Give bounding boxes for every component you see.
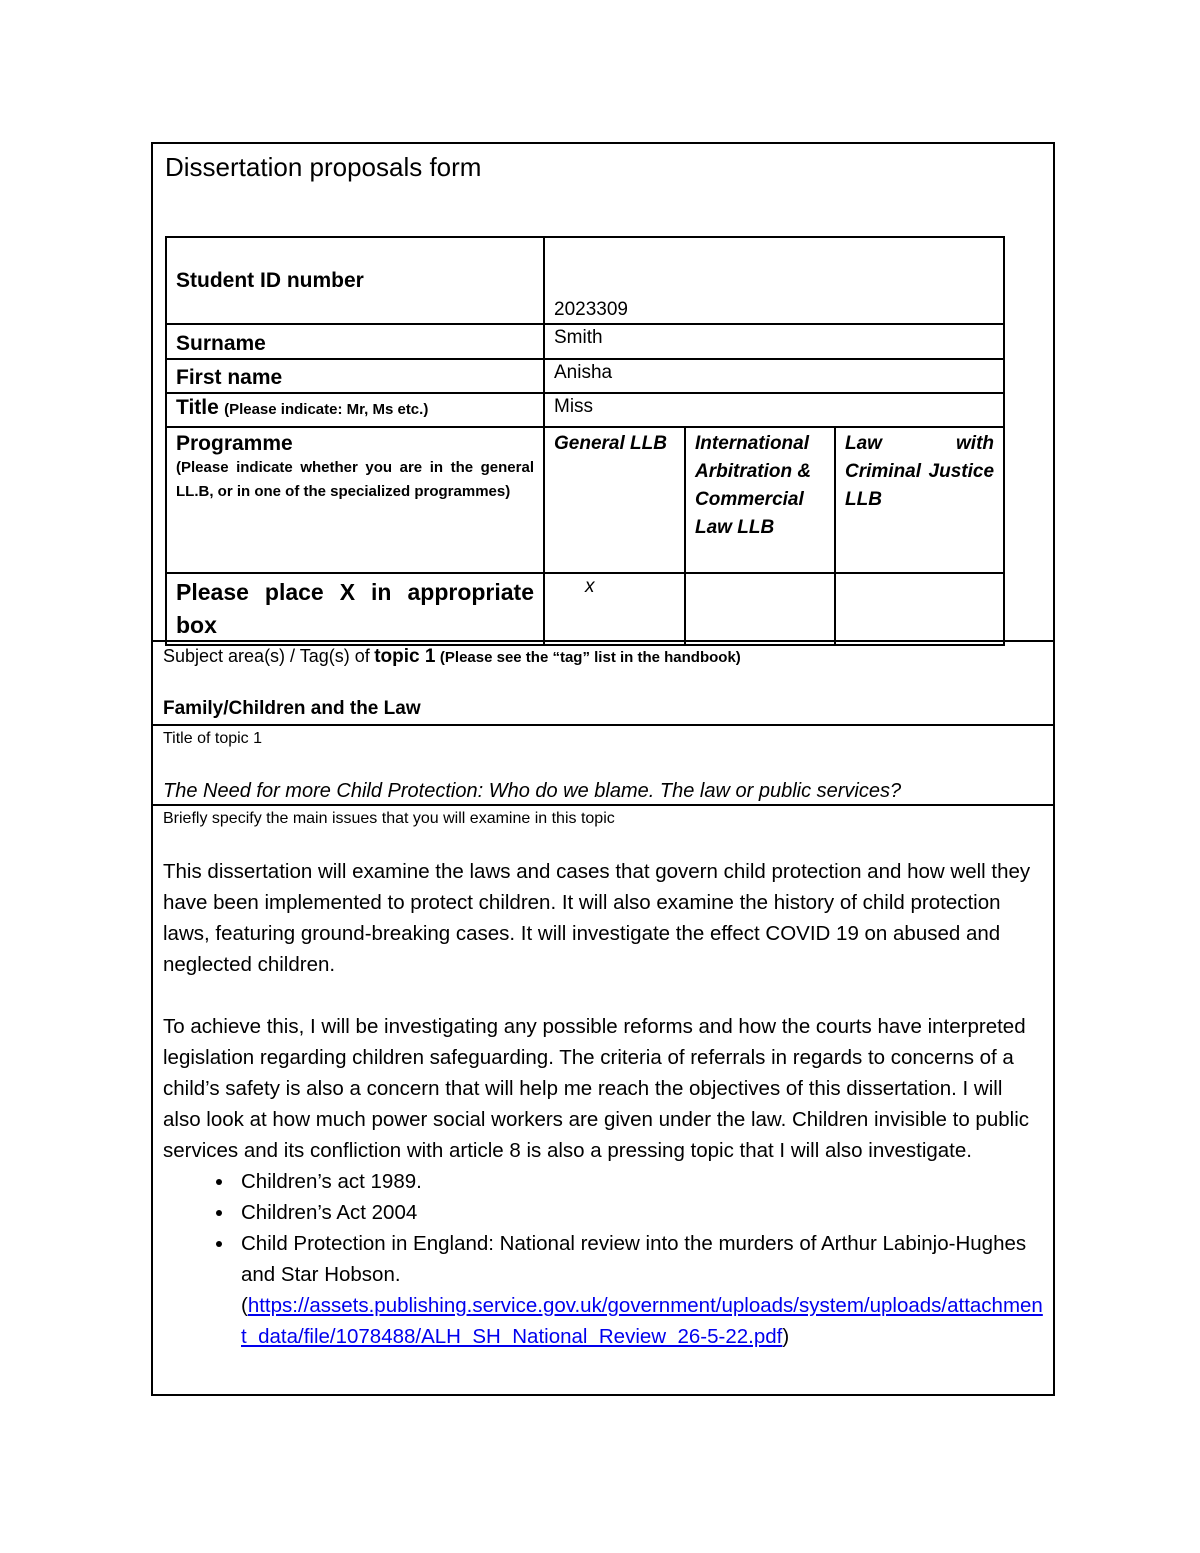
topic-title-section xyxy=(153,724,1053,804)
first-name-value: Anisha xyxy=(544,359,1004,393)
reference-list xyxy=(163,1166,1043,1352)
list-item: • Children’s act 1989. xyxy=(235,1166,1043,1197)
topic-title-value: The Need for more Child Protection: Who do we blame. The law or public services? xyxy=(163,780,902,802)
main-issues-section xyxy=(153,804,1053,1352)
surname-value: Smith xyxy=(544,324,1004,359)
student-id-row xyxy=(166,237,1004,324)
subject-label-prefix: Subject area(s) / Tag(s) of xyxy=(163,646,370,666)
reference-text: Child Protection in England: National review into the murders of Arthur Labinjo-Hughes and Star Hobson. xyxy=(241,1232,1027,1286)
title-label: Title xyxy=(176,396,219,419)
subject-label-note: (Please see the “tag” list in the handbook) xyxy=(439,649,741,666)
first-name-label-cell xyxy=(166,359,544,393)
title-label-cell xyxy=(166,393,544,427)
programme-row xyxy=(166,427,1004,573)
student-details-table xyxy=(165,236,1005,646)
mark-criminal-justice[interactable] xyxy=(835,573,1004,645)
issues-paragraph-2: To achieve this, I will be investigating any possible reforms and how the courts have interpreted legislation regarding children safeguarding. The criteria of referrals in regards to concerns of a child’s safety is also a concern that will help me reach the objectives of this dissertation. I will also look at how much power social workers are given under the law. Children invisible to public services and its confliction with article 8 is also a pressing topic that I will also investigate. xyxy=(163,1015,1029,1162)
mark-international-arbitration[interactable] xyxy=(685,573,835,645)
first-name-label: First name xyxy=(176,366,283,389)
link-close-paren: ) xyxy=(782,1325,790,1348)
programme-label-cell xyxy=(166,427,544,573)
programme-general-llb: General LLB xyxy=(544,427,685,573)
student-id-label: Student ID number xyxy=(176,268,364,292)
student-id-value: 2023309 xyxy=(544,237,1004,324)
programme-international-arbitration: International Arbitration & Commercial Law LLB xyxy=(685,427,835,573)
placement-label: Please place X in appropriate box xyxy=(176,579,534,638)
title-note: (Please indicate: Mr, Ms etc.) xyxy=(224,401,429,418)
programme-criminal-justice: Law with Criminal Justice LLB xyxy=(835,427,1004,573)
first-name-row xyxy=(166,359,1004,393)
main-issues-label: Briefly specify the main issues that you will examine in this topic xyxy=(163,810,615,827)
subject-area-section xyxy=(153,640,1053,724)
proposal-form xyxy=(151,142,1055,1396)
review-report-link[interactable]: https://assets.publishing.service.gov.uk/government/uploads/system/uploads/attachment_data/file/1078488/ALH_SH_National_Review_26-5-22.pdf xyxy=(241,1294,1043,1348)
title-value: Miss xyxy=(544,393,1004,427)
placement-label-cell xyxy=(166,573,544,645)
programme-hint: (Please indicate whether you are in the general LL.B, or in one of the specialized programmes) xyxy=(176,459,534,500)
title-row xyxy=(166,393,1004,427)
surname-label: Surname xyxy=(176,332,266,355)
issues-paragraph-1: This dissertation will examine the laws and cases that govern child protection and how well they have been implemented to protect children. It will also examine the history of child protection laws, featuring ground-breaking cases. It will investigate the effect COVID 19 on abused and neglected children. xyxy=(163,860,1031,976)
list-item xyxy=(235,1228,1043,1352)
mark-general-llb[interactable]: x xyxy=(544,573,685,645)
subject-label-topic: topic 1 xyxy=(374,646,436,667)
surname-label-cell xyxy=(166,324,544,359)
student-id-label-cell xyxy=(166,237,544,324)
programme-label: Programme xyxy=(176,432,293,455)
surname-row xyxy=(166,324,1004,359)
subject-area-value: Family/Children and the Law xyxy=(163,698,421,719)
list-item: • Children’s Act 2004 xyxy=(235,1197,1043,1228)
form-title: Dissertation proposals form xyxy=(165,152,482,182)
topic-title-label: Title of topic 1 xyxy=(163,730,263,747)
subject-area-label xyxy=(163,646,1043,668)
link-open-paren: ( xyxy=(241,1294,248,1317)
placement-row xyxy=(166,573,1004,645)
